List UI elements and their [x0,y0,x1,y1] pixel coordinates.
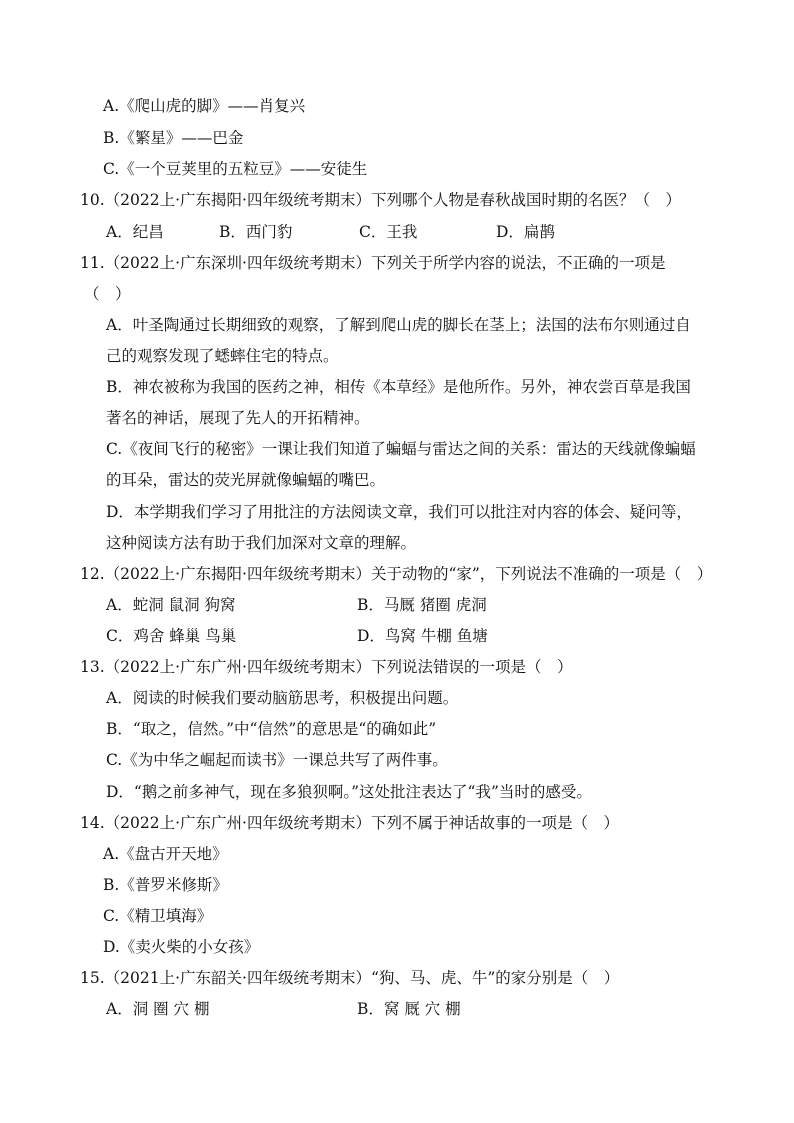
q11-option-d-line2: 这种阅读方法有助于我们加深对文章的理解。 [106,534,417,552]
q15-option-a: A．洞 圈 穴 棚 [106,1000,210,1018]
q13-option-c: C.《为中华之崛起而读书》一课总共写了两件事。 [106,751,448,769]
q14-option-a: A.《盘古开天地》 [103,845,228,863]
q14-option-b: B.《普罗米修斯》 [103,876,228,894]
q14-option-d: D.《卖火柴的小女孩》 [103,938,260,956]
q13-stem: 13.（2022上·广东广州·四年级统考期末）下列说法错误的一项是（ ） [80,658,573,676]
q13-option-b: B．“取之，信然。”中“信然”的意思是“的确如此” [106,720,437,738]
q11-stem-blank: （ ） [84,285,131,303]
q9-option-c: C.《一个豆荚里的五粒豆》——安徒生 [103,160,368,178]
q15-option-b: B．窝 厩 穴 棚 [357,1000,461,1018]
q11-option-b-line1: B．神农被称为我国的医药之神，相传《本草经》是他所作。另外，神农尝百草是我国 [106,378,691,396]
q11-option-c-line2: 的耳朵，雷达的荧光屏就像蝙蝠的嘴巴。 [106,471,386,489]
q12-option-a: A．蛇洞 鼠洞 狗窝 [106,596,236,614]
q11-option-b-line2: 著名的神话，展现了先人的开拓精神。 [106,409,370,427]
q11-option-a-line2: 己的观察发现了蟋蟀住宅的特点。 [106,347,339,365]
q11-option-c-line1: C.《夜间飞行的秘密》一课让我们知道了蝙蝠与雷达之间的关系：雷达的天线就像蝙蝠 [106,440,696,458]
q15-stem: 15.（2021上·广东韶关·四年级统考期末）“狗、马、虎、牛”的家分别是（ ） [80,969,620,987]
q12-stem: 12.（2022上·广东揭阳·四年级统考期末）关于动物的“家”，下列说法不准确的一项是（ ） [80,565,713,583]
q14-stem: 14.（2022上·广东广州·四年级统考期末）下列不属于神话故事的一项是（ ） [80,814,619,832]
q12-option-d: D．鸟窝 牛棚 鱼塘 [357,627,488,645]
q10-stem: 10.（2022上·广东揭阳·四年级统考期末）下列哪个人物是春秋战国时期的名医？（ ） [80,191,681,209]
q10-option-a: A．纪昌 [106,223,164,241]
q12-option-b: B．马厩 猪圈 虎洞 [357,596,487,614]
q11-option-a-line1: A．叶圣陶通过长期细致的观察，了解到爬山虎的脚长在茎上；法国的法布尔则通过自 [106,316,691,334]
q13-option-d: D．“鹅之前多神气，现在多狼狈啊。”这处批注表达了“我”当时的感受。 [106,783,592,801]
q11-option-d-line1: D．本学期我们学习了用批注的方法阅读文章，我们可以批注对内容的体会、疑问等， [106,503,692,521]
q12-option-c: C．鸡舍 蜂巢 鸟巢 [106,627,237,645]
q9-option-a: A.《爬山虎的脚》——肖复兴 [103,97,306,115]
q9-option-b: B.《繁星》——巴金 [103,129,244,147]
q10-option-c: C．王我 [359,223,418,241]
q14-option-c: C.《精卫填海》 [103,907,213,925]
q11-stem: 11.（2022上·广东深圳·四年级统考期末）下列关于所学内容的说法，不正确的一项是 [80,254,666,272]
q13-option-a: A．阅读的时候我们要动脑筋思考，积极提出问题。 [106,689,459,707]
q10-option-d: D．扁鹊 [496,223,555,241]
q10-option-b: B．西门豹 [219,223,293,241]
